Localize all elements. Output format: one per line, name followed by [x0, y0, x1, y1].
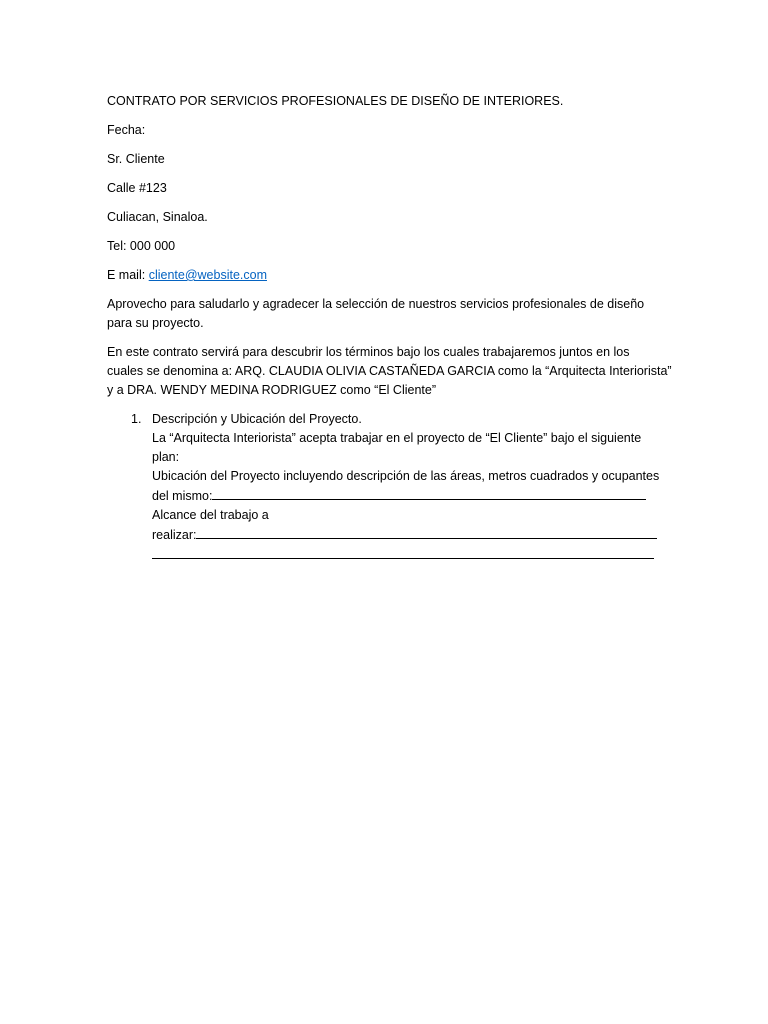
intro-paragraph — [107, 343, 672, 400]
intro-line: cuales se denomina a: ARQ. CLAUDIA OLIVIA CASTAÑEDA GARCIA como la “Arquitecta Interiorista” — [107, 364, 672, 378]
client-phone: Tel: 000 000 — [107, 239, 176, 253]
scope-extra-fill-line — [152, 545, 667, 565]
date-field: Fecha: — [107, 123, 146, 137]
location-label: del mismo: — [152, 489, 213, 503]
location-fill-line — [152, 486, 667, 506]
client-street: Calle #123 — [107, 181, 167, 195]
greeting-paragraph: Aprovecho para saludarlo y agradecer la selección de nuestros servicios profesionales de diseño para su proyecto. — [107, 297, 645, 330]
numbered-list — [107, 410, 667, 565]
list-number: 1. — [131, 412, 142, 426]
client-email — [107, 266, 667, 285]
section-heading: Descripción y Ubicación del Proyecto. — [152, 412, 362, 426]
email-label: E mail: — [107, 268, 149, 282]
scope-extra-blank[interactable] — [152, 545, 654, 559]
section-line: plan: — [152, 450, 180, 464]
intro-line: y a DRA. WENDY MEDINA RODRIGUEZ como “El Cliente” — [107, 383, 436, 397]
location-blank[interactable] — [212, 486, 646, 500]
list-item-section-1 — [107, 410, 667, 565]
scope-blank[interactable] — [196, 525, 657, 539]
intro-line: En este contrato servirá para descubrir los términos bajo los cuales trabajaremos juntos en los — [107, 345, 630, 359]
email-link[interactable]: cliente@website.com — [148, 268, 267, 282]
document-title: CONTRATO POR SERVICIOS PROFESIONALES DE DISEÑO DE INTERIORES. — [107, 94, 564, 108]
document-page — [107, 92, 672, 565]
section-line: Alcance del trabajo a — [152, 508, 269, 522]
client-name: Sr. Cliente — [107, 152, 165, 166]
section-line: La “Arquitecta Interiorista” acepta trabajar en el proyecto de “El Cliente” bajo el siguiente — [152, 431, 642, 445]
section-line: Ubicación del Proyecto incluyendo descripción de las áreas, metros cuadrados y ocupantes — [152, 469, 660, 483]
scope-label: realizar: — [152, 528, 197, 542]
scope-fill-line — [152, 525, 667, 545]
client-city: Culiacan, Sinaloa. — [107, 210, 208, 224]
